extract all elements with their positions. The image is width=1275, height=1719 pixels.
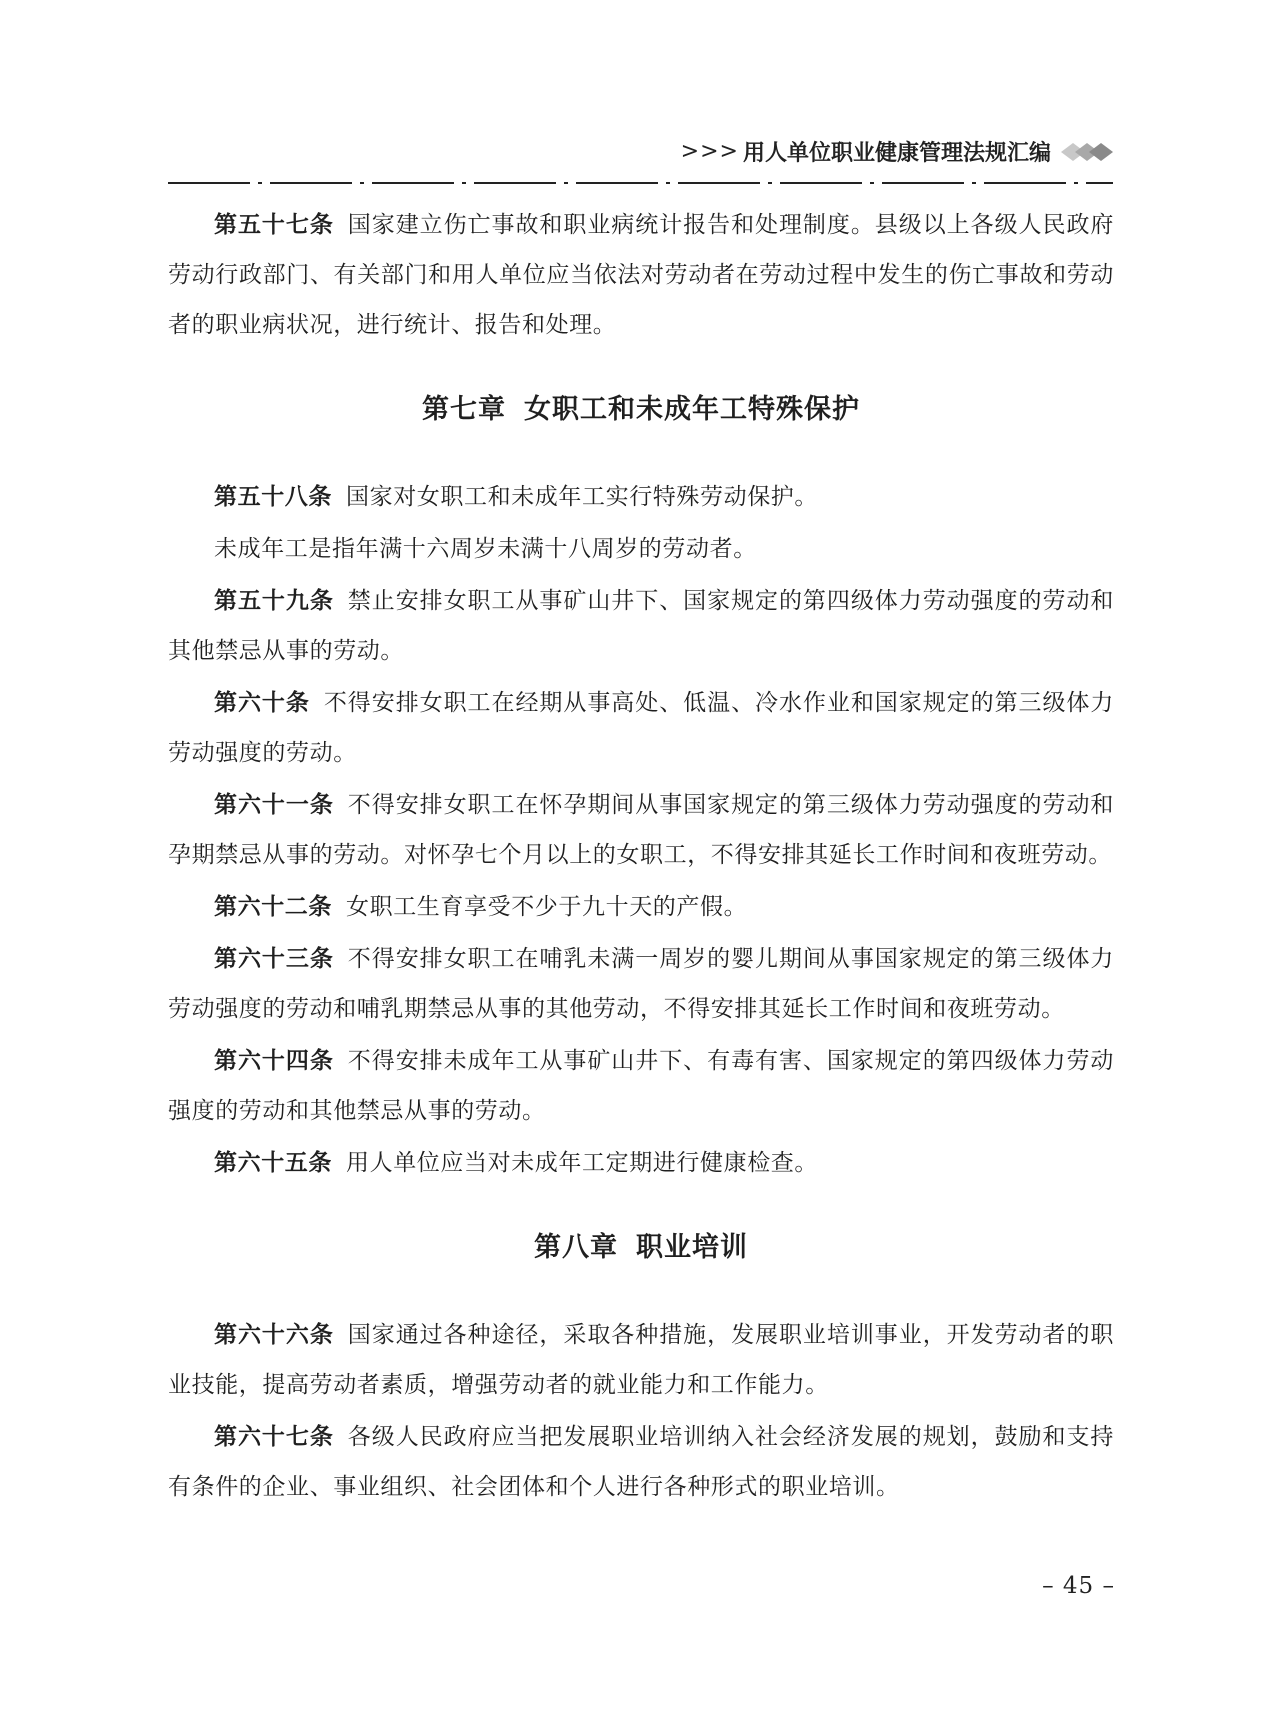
chapter-number: 第八章 — [534, 1232, 618, 1263]
section-continued — [168, 200, 1114, 350]
article-paragraph — [168, 1036, 1114, 1136]
article-paragraph — [168, 780, 1114, 880]
article-text: 不得安排女职工在哺乳未满一周岁的婴儿期间从事国家规定的第三级体力劳动强度的劳动和哺乳期禁忌从事的其他劳动，不得安排其延长工作时间和夜班劳动。 — [168, 946, 1115, 1022]
diamond-ornament-icon — [1059, 139, 1115, 165]
article-paragraph — [168, 524, 1114, 574]
article-text: 不得安排女职工在怀孕期间从事国家规定的第三级体力劳动强度的劳动和孕期禁忌从事的劳动。对怀孕七个月以上的女职工，不得安排其延长工作时间和夜班劳动。 — [168, 792, 1115, 868]
article-number: 第五十八条 — [214, 484, 332, 510]
article-number: 第六十一条 — [214, 792, 334, 818]
article-number: 第五十九条 — [214, 588, 334, 614]
article-number: 第五十七条 — [214, 212, 334, 238]
header-divider — [168, 180, 1113, 186]
article-paragraph — [168, 678, 1114, 778]
chapter-heading-8 — [168, 1228, 1114, 1268]
article-paragraph — [168, 576, 1114, 676]
article-text: 国家对女职工和未成年工实行特殊劳动保护。 — [346, 484, 818, 510]
page-body — [168, 200, 1114, 1514]
article-number: 第六十七条 — [214, 1424, 334, 1450]
chevrons-ornament: >>> — [680, 139, 739, 164]
article-number: 第六十六条 — [214, 1322, 334, 1348]
chapter-title: 女职工和未成年工特殊保护 — [524, 394, 860, 425]
article-paragraph — [168, 1412, 1114, 1512]
article-text: 各级人民政府应当把发展职业培训纳入社会经济发展的规划，鼓励和支持有条件的企业、事业组织、社会团体和个人进行各种形式的职业培训。 — [168, 1424, 1115, 1500]
article-text: 禁止安排女职工从事矿山井下、国家规定的第四级体力劳动强度的劳动和其他禁忌从事的劳动。 — [168, 588, 1115, 664]
article-text: 女职工生育享受不少于九十天的产假。 — [346, 894, 748, 920]
article-text: 不得安排未成年工从事矿山井下、有毒有害、国家规定的第四级体力劳动强度的劳动和其他禁忌从事的劳动。 — [168, 1048, 1115, 1124]
article-paragraph — [168, 1138, 1114, 1188]
article-number: 第六十条 — [214, 690, 310, 716]
article-paragraph — [168, 1310, 1114, 1410]
article-text: 用人单位应当对未成年工定期进行健康检查。 — [346, 1150, 818, 1176]
article-text: 国家通过各种途径，采取各种措施，发展职业培训事业，开发劳动者的职业技能，提高劳动者素质，增强劳动者的就业能力和工作能力。 — [168, 1322, 1115, 1398]
article-text: 国家建立伤亡事故和职业病统计报告和处理制度。县级以上各级人民政府劳动行政部门、有关部门和用人单位应当依法对劳动者在劳动过程中发生的伤亡事故和劳动者的职业病状况，进行统计、报告和处理。 — [168, 212, 1115, 338]
article-paragraph — [168, 472, 1114, 522]
article-paragraph — [168, 882, 1114, 932]
article-number: 第六十四条 — [214, 1048, 334, 1074]
article-text: 不得安排女职工在经期从事高处、低温、冷水作业和国家规定的第三级体力劳动强度的劳动。 — [168, 690, 1114, 766]
chapter-7-body — [168, 472, 1114, 1188]
article-number: 第六十五条 — [214, 1150, 332, 1176]
article-paragraph — [168, 200, 1114, 350]
article-paragraph — [168, 934, 1114, 1034]
article-number: 第六十二条 — [214, 894, 332, 920]
chapter-title: 职业培训 — [636, 1232, 748, 1263]
chapter-8-body — [168, 1310, 1114, 1512]
book-title: 用人单位职业健康管理法规汇编 — [742, 141, 1051, 166]
article-text: 未成年工是指年满十六周岁未满十八周岁的劳动者。 — [214, 536, 757, 562]
chapter-heading-7 — [168, 390, 1114, 430]
chapter-number: 第七章 — [422, 394, 506, 425]
running-header — [681, 136, 1115, 167]
page-number: – 45 – — [1042, 1573, 1115, 1599]
article-number: 第六十三条 — [214, 946, 334, 972]
